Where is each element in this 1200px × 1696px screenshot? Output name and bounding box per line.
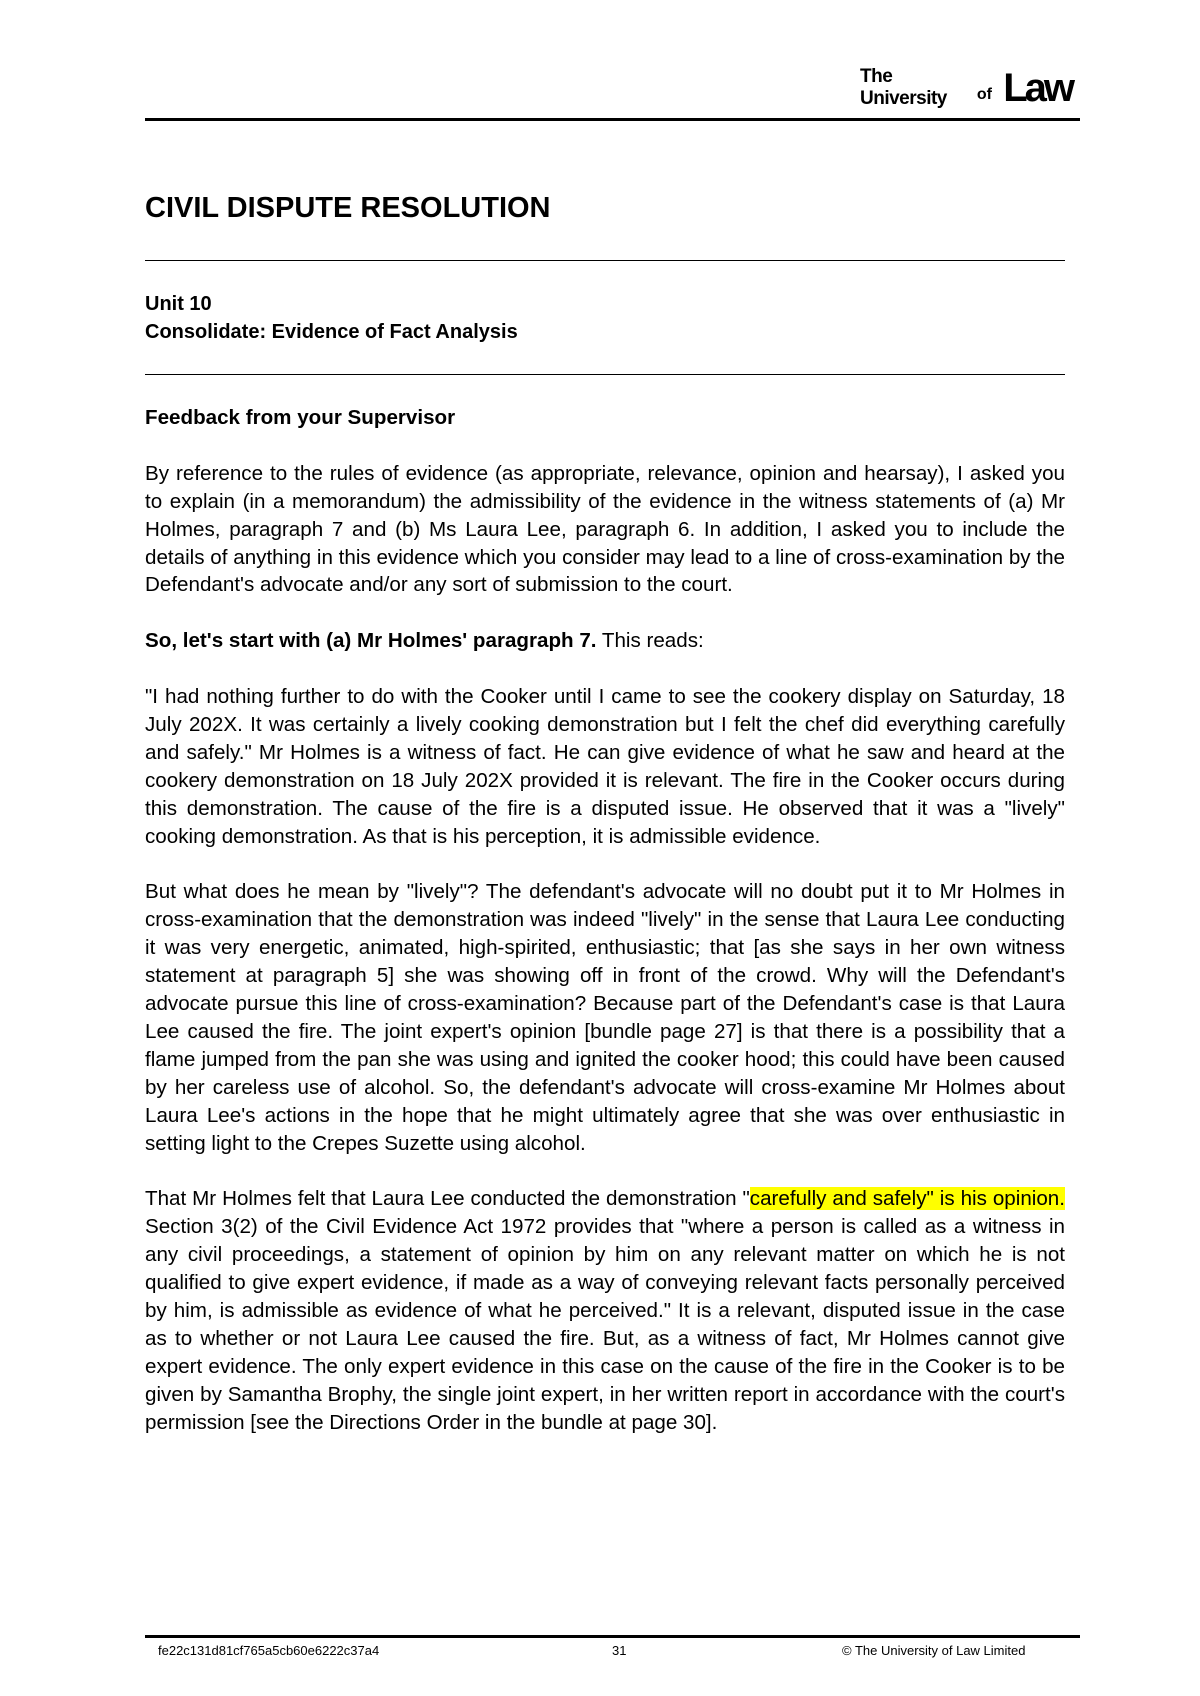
logo-the-university: The University — [860, 66, 947, 109]
footer-doc-id: fe22c131d81cf765a5cb60e6222c37a4 — [158, 1643, 380, 1658]
paragraph-5-start: That Mr Holmes felt that Laura Lee conducted the demonstration " — [145, 1187, 750, 1211]
paragraph-4: But what does he mean by "lively"? The defendant's advocate will no doubt put it to Mr Holmes in cross-examination that the demonstration was indeed "lively" in the sense that Laura Lee conducting it was very energetic, animated, high-spirited, enthusiastic; that [as she says in her own witness statement at paragraph 5] she was showing off in front of the crowd. Why will the Defendant's advocate pursue this line of cross-examination? Because part of the Defendant's case is that Laura Lee caused the fire. The joint expert's opinion [bundle page 27] is that there is a possibility that a flame jumped from the pan she was using and ignited the cooker hood; this could have been caused by her careless use of alcohol. So, the defendant's advocate will cross-examine Mr Holmes about Laura Lee's actions in the hope that he might ultimately agree that she was over enthusiastic in setting light to the Crepes Suzette using alcohol. — [145, 880, 1065, 1155]
paragraph-5 — [145, 1185, 1065, 1436]
document-title: CIVIL DISPUTE RESOLUTION — [145, 192, 551, 224]
logo-of: of — [976, 86, 992, 103]
paragraph-1: By reference to the rules of evidence (as appropriate, relevance, opinion and hearsay), I asked you to explain (in a memorandum) the admissibility of the evidence in the witness statements of (a) Mr Holmes, paragraph 7 and (b) Ms Laura Lee, paragraph 6. In addition, I asked you to include the details of anything in this evidence which you consider may lead to a line of cross-examination by the Defendant's advocate and/or any sort of submission to the court. — [145, 461, 1065, 597]
header-rule — [145, 118, 1080, 121]
paragraph-3: "I had nothing further to do with the Cooker until I came to see the cookery display on Saturday, 18 July 202X. It was certainly a lively cooking demonstration but I felt the chef did everything carefully and safely." Mr Holmes is a witness of fact. He can give evidence of what he saw and heard at the cookery demonstration on 18 July 202X provided it is relevant. The fire in the Cooker occurs during this demonstration. The cause of the fire is a disputed issue. He observed that it was a "lively" cooking demonstration. As that is his perception, it is admissible evidence. — [145, 685, 1065, 848]
document-body — [145, 404, 1065, 1464]
title-rule — [145, 260, 1065, 261]
footer-page-number: 31 — [612, 1643, 627, 1658]
logo-law: Law — [1003, 66, 1072, 110]
paragraph-2-rest: This reads: — [596, 629, 704, 653]
unit-block — [145, 290, 1065, 346]
unit-number: Unit 10 — [145, 293, 212, 315]
footer-copyright: © The University of Law Limited — [842, 1643, 1026, 1658]
unit-rule — [145, 374, 1065, 375]
university-logo — [860, 66, 1072, 110]
paragraph-2-bold: So, let's start with (a) Mr Holmes' paragraph 7. — [145, 629, 597, 653]
highlighted-text: carefully and safely" is his opinion. — [749, 1187, 1065, 1211]
unit-subtitle: Consolidate: Evidence of Fact Analysis — [145, 321, 518, 343]
footer-rule — [145, 1635, 1080, 1638]
paragraph-5-end: Section 3(2) of the Civil Evidence Act 1972 provides that "where a person is called as a witness in any civil proceedings, a statement of opinion by him on any relevant matter on which he is not qualified to give expert evidence, if made as a way of conveying relevant facts personally perceived by him, is admissible as evidence of what he perceived." It is a relevant, disputed issue in the case as to whether or not Laura Lee caused the fire. But, as a witness of fact, Mr Holmes cannot give expert evidence. The only expert evidence in this case on the cause of the fire in the Cooker is to be given by Samantha Brophy, the single joint expert, in her written report in accordance with the court's permission [see the Directions Order in the bundle at page 30]. — [145, 1215, 1065, 1434]
section-heading: Feedback from your Supervisor — [145, 406, 456, 429]
paragraph-2 — [145, 627, 1065, 655]
